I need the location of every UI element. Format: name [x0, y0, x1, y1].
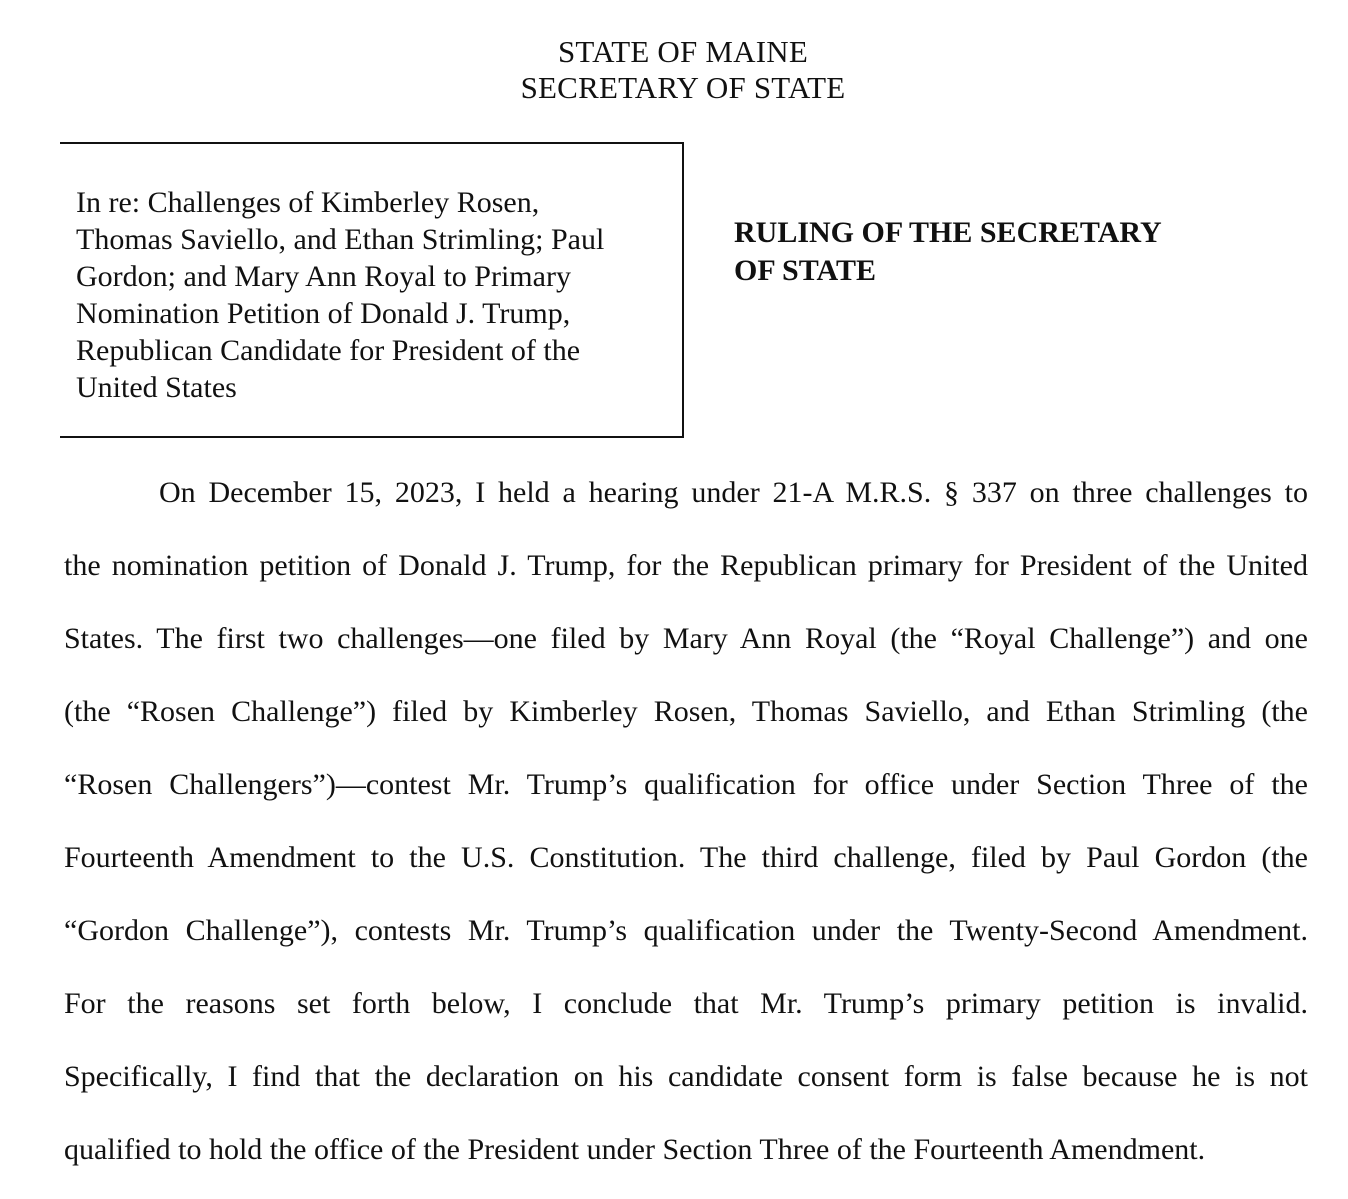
ruling-title-line: OF STATE: [734, 254, 876, 287]
case-caption: [76, 184, 666, 406]
body-line: the nomination petition of Donald J. Trump, for the Republican primary for President of the United: [64, 549, 1308, 582]
body-line: States. The first two challenges—one filed by Mary Ann Royal (the “Royal Challenge”) and one: [64, 622, 1308, 655]
caption-line: In re: Challenges of Kimberley Rosen,: [76, 186, 540, 219]
caption-line: Republican Candidate for President of the: [76, 334, 581, 367]
body-line: (the “Rosen Challenge”) filed by Kimberley Rosen, Thomas Saviello, and Ethan Strimling (the: [64, 695, 1308, 728]
case-caption-box: [60, 142, 684, 438]
body-line: “Gordon Challenge”), contests Mr. Trump’s qualification under the Twenty-Second Amendment.: [64, 914, 1308, 947]
body-line: “Rosen Challengers”)—contest Mr. Trump’s qualification for office under Section Three of the: [64, 768, 1308, 801]
header-office: SECRETARY OF STATE: [520, 70, 846, 105]
document-header: [0, 34, 1348, 106]
body-line: On December 15, 2023, I held a hearing under 21-A M.R.S. § 337 on three challenges to: [159, 476, 1308, 509]
caption-line: Gordon; and Mary Ann Royal to Primary: [76, 260, 571, 293]
caption-line: Thomas Saviello, and Ethan Strimling; Paul: [76, 223, 605, 256]
caption-line: Nomination Petition of Donald J. Trump,: [76, 297, 571, 330]
body-line: qualified to hold the office of the President under Section Three of the Fourteenth Amendment.: [64, 1133, 1206, 1166]
body-line: Specifically, I find that the declaration on his candidate consent form is false because he is not: [64, 1060, 1308, 1093]
ruling-title-line: RULING OF THE SECRETARY: [734, 216, 1162, 249]
body-line: Fourteenth Amendment to the U.S. Constitution. The third challenge, filed by Paul Gordon (the: [64, 841, 1308, 874]
ruling-title: [734, 214, 1162, 290]
header-state: STATE OF MAINE: [557, 34, 809, 69]
body-line: For the reasons set forth below, I conclude that Mr. Trump’s primary petition is invalid.: [64, 987, 1308, 1020]
caption-line: United States: [76, 371, 237, 404]
